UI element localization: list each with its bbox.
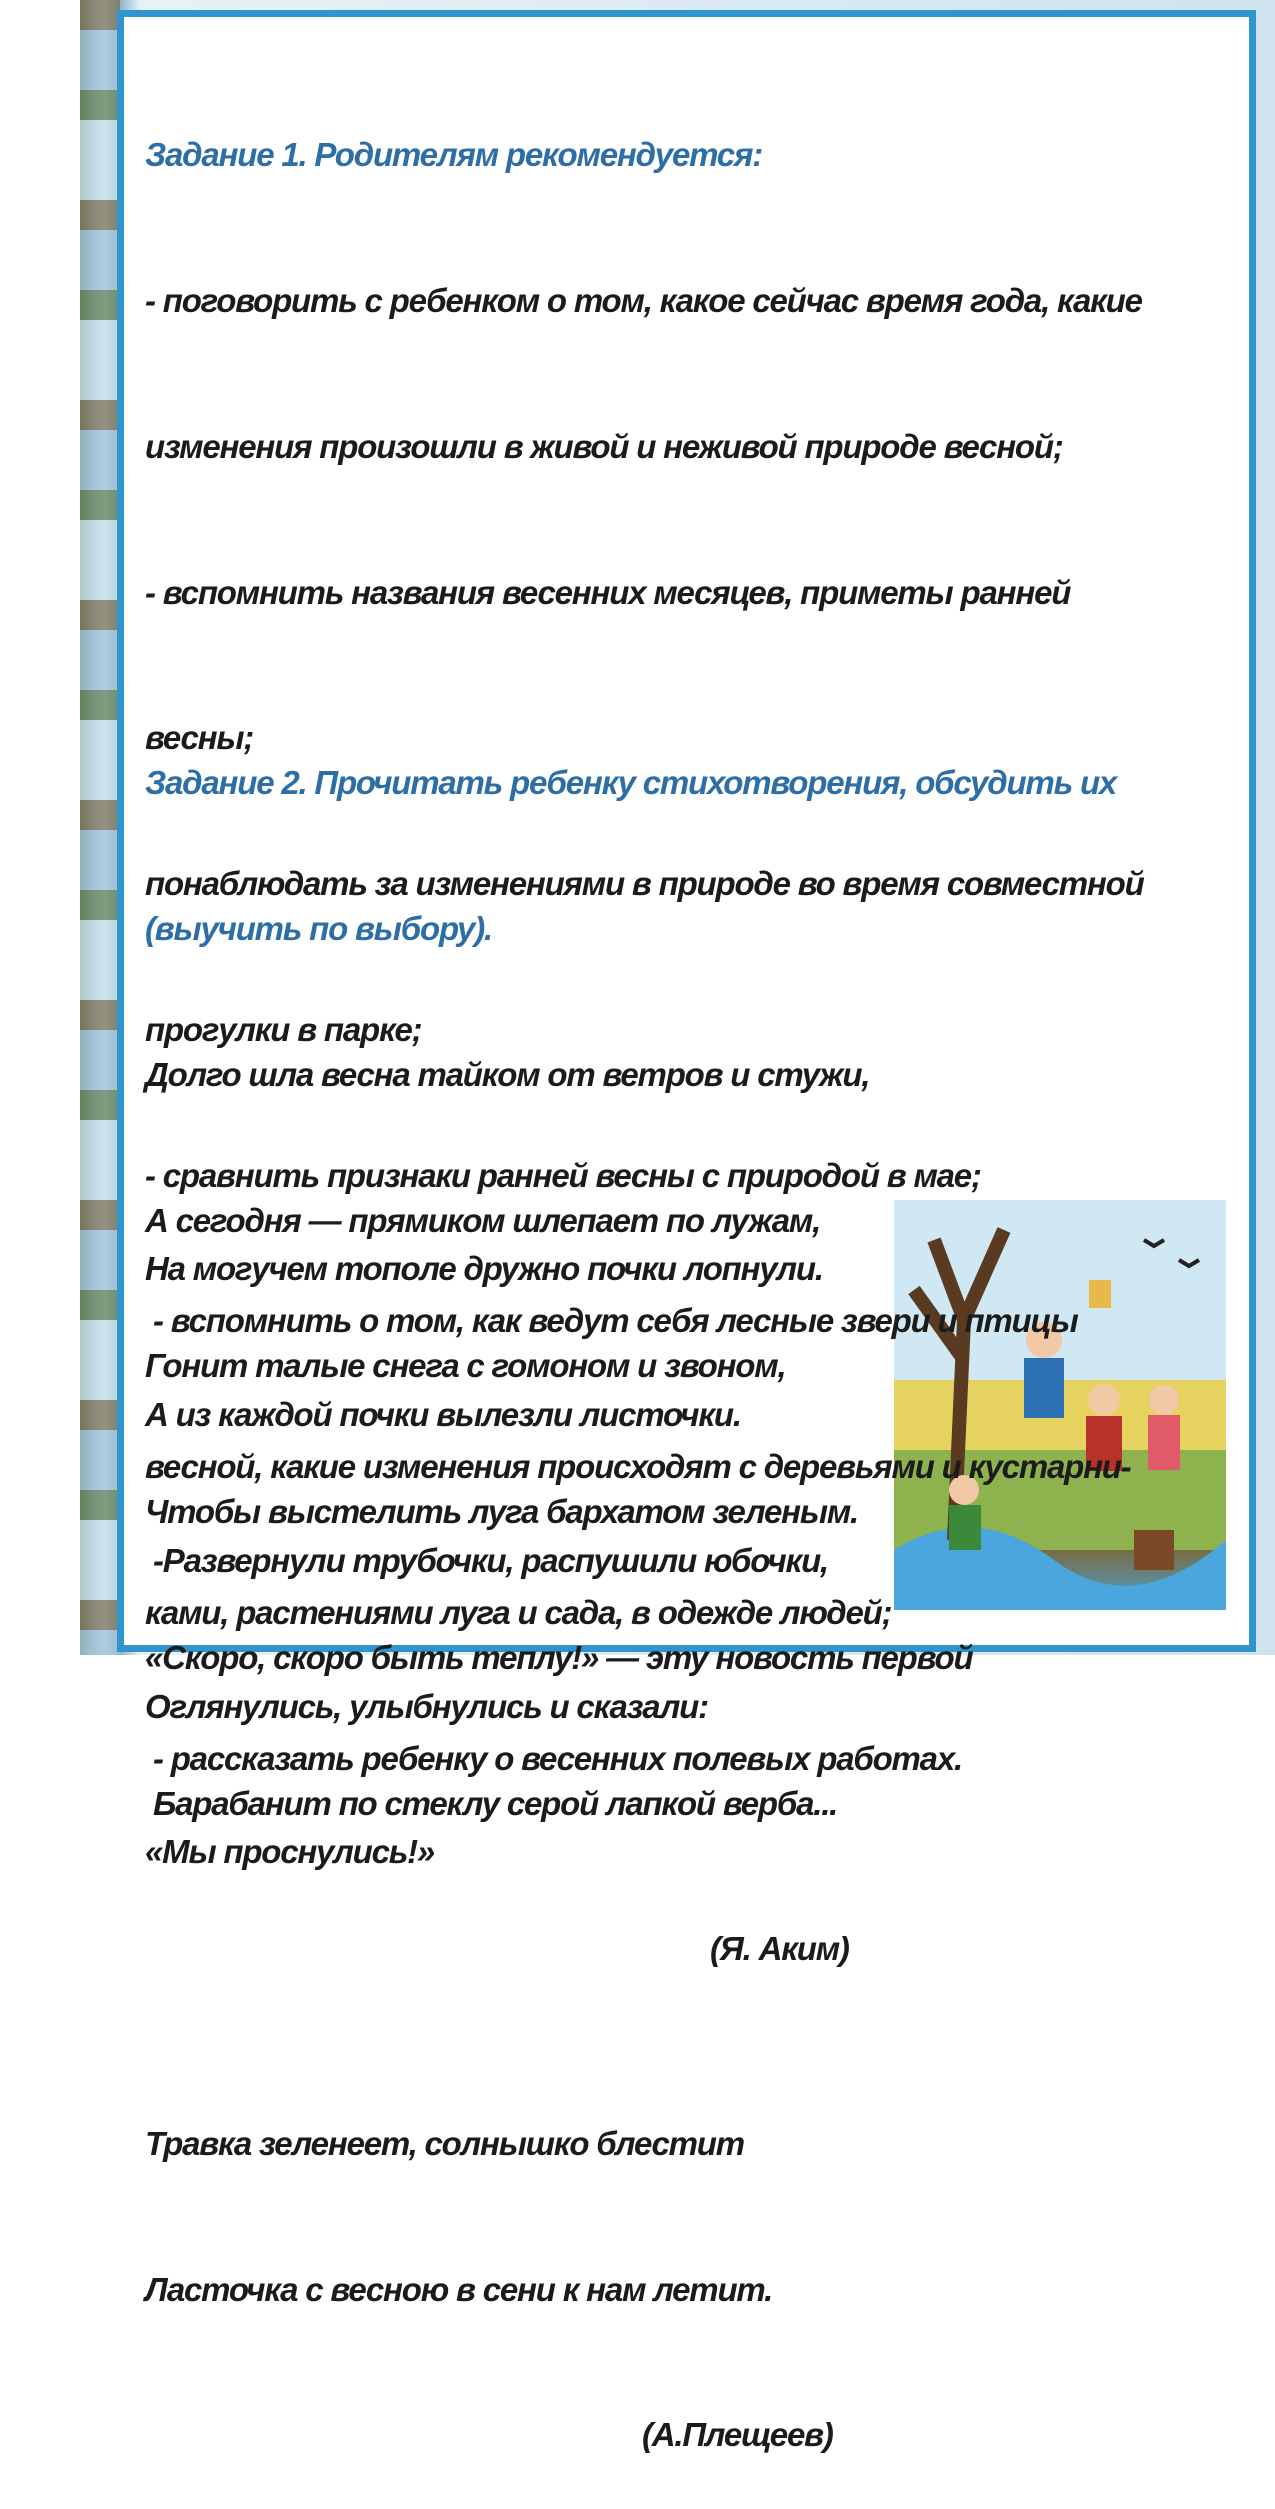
task2-heading: (выучить по выбору).: [145, 909, 492, 947]
poem-line: Долго шла весна тайком от ветров и стужи,: [145, 1055, 870, 1093]
task1-line: - поговорить с ребенком о том, какое сейчас время года, какие: [145, 281, 1142, 319]
poem-line: На могучем тополе дружно почки лопнули.: [145, 1250, 823, 1288]
task1-line: весны;: [145, 719, 254, 757]
task1-line: весной, какие изменения происходят с деревьями и кустарни-: [145, 1448, 1131, 1486]
task1-line: прогулки в парке;: [145, 1010, 422, 1048]
task1-line: изменения произошли в живой и неживой природе весной;: [145, 427, 1063, 465]
poem-line: Гонит талые снега с гомоном и звоном,: [145, 1347, 786, 1385]
poem-author: (А.Плещеев): [642, 2416, 833, 2454]
poem2-block: [145, 1148, 833, 2509]
task1-line: - сравнить признаки ранней весны с природой в мае;: [145, 1156, 981, 1194]
poem-line: Оглянулись, улыбнулись и сказали:: [145, 1687, 708, 1725]
task1-line: - вспомнить названия весенних месяцев, приметы ранней: [145, 573, 1071, 611]
task1-line: ками, растениями луга и сада, в одежде людей;: [145, 1594, 892, 1631]
poem-line: Травка зеленеет, солнышко блестит: [145, 2124, 744, 2162]
scene-strip: [80, 0, 120, 1655]
task1-line: - вспомнить о том, как ведут себя лесные звери и птицы: [145, 1302, 1078, 1340]
poem-line: А сегодня — прямиком шлепает по лужам,: [145, 1201, 821, 1239]
poem-line: «Мы проснулись!»: [145, 1833, 435, 1871]
poem-line: «Скоро, скоро быть теплу!» — эту новость первой: [145, 1638, 973, 1676]
poem-author: (Я. Аким): [710, 1930, 849, 1968]
poem-line: А из каждой почки вылезли листочки.: [145, 1395, 741, 1433]
task1-line: понаблюдать за изменениями в природе во время совместной: [145, 865, 1144, 903]
poem-line: -Развернули трубочки, распушили юбочки,: [145, 1541, 828, 1579]
poem-line: Чтобы выстелить луга бархатом зеленым.: [145, 1493, 859, 1531]
poem-line: Барабанит по стеклу серой лапкой верба...: [145, 1784, 838, 1822]
task2-heading: Задание 2. Прочитать ребенку стихотворения, обсудить их: [145, 764, 1117, 802]
task1-line: - рассказать ребенку о весенних полевых работах.: [145, 1739, 962, 1777]
task1-heading: Задание 1. Родителям рекомендуется:: [145, 136, 762, 174]
poem-line: Ласточка с весною в сени к нам летит.: [145, 2270, 773, 2308]
